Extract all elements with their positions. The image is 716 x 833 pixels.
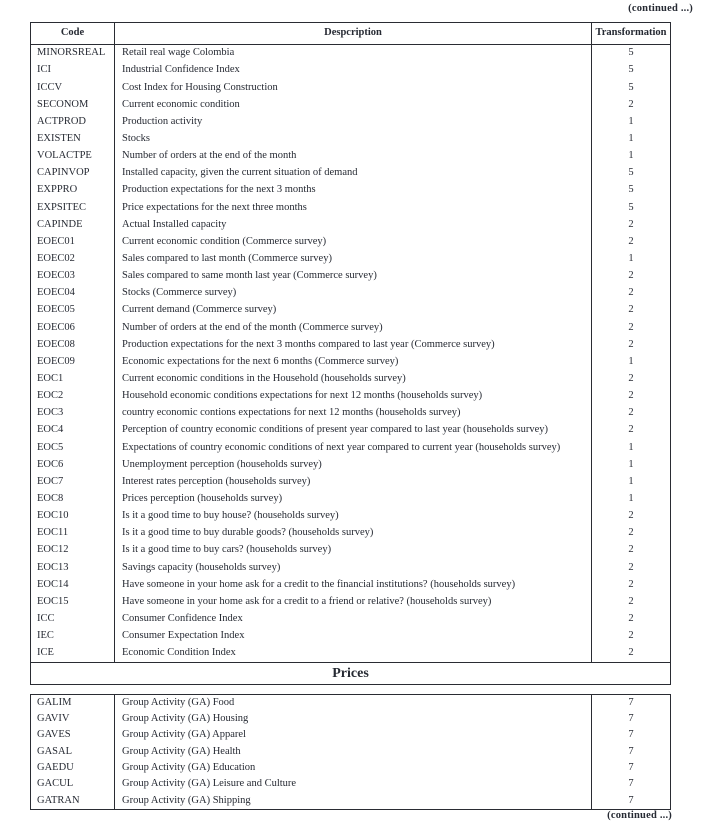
description-cell: Is it a good time to buy durable goods? (households survey) <box>122 527 374 539</box>
table-row <box>31 474 670 491</box>
transformation-cell: 2 <box>591 525 670 542</box>
code-cell: EOC15 <box>31 594 115 611</box>
table-row <box>31 234 670 251</box>
transformation-cell: 1 <box>591 456 670 473</box>
code-cell: EOC7 <box>31 474 115 491</box>
transformation-cell: 2 <box>591 611 670 628</box>
transformation-cell: 1 <box>591 491 670 508</box>
code-cell: EOC4 <box>31 422 115 439</box>
transformation-cell: 2 <box>591 405 670 422</box>
table-row <box>31 268 670 285</box>
transformation-cell: 2 <box>591 388 670 405</box>
table-row <box>31 422 670 439</box>
code-cell: EOEC04 <box>31 285 115 302</box>
table-row <box>31 594 670 611</box>
code-cell: GACUL <box>31 776 115 792</box>
code-cell: SECONOM <box>31 96 115 113</box>
transformation-cell: 1 <box>591 354 670 371</box>
code-cell: GATRAN <box>31 793 115 809</box>
code-cell: EOC10 <box>31 508 115 525</box>
code-cell: EOEC06 <box>31 319 115 336</box>
table-row <box>31 285 670 302</box>
code-cell: EOEC02 <box>31 251 115 268</box>
transformation-cell: 2 <box>591 542 670 559</box>
code-cell: EOC12 <box>31 542 115 559</box>
table-row <box>31 131 670 148</box>
transformation-cell: 2 <box>591 559 670 576</box>
table-row <box>31 216 670 233</box>
table-row <box>31 45 670 62</box>
code-cell: EOEC01 <box>31 234 115 251</box>
description-cell: Group Activity (GA) Health <box>122 745 241 757</box>
table-row <box>31 456 670 473</box>
description-cell: Current economic condition (Commerce survey) <box>122 235 327 247</box>
code-cell: ICE <box>31 645 115 662</box>
code-cell: EOEC03 <box>31 268 115 285</box>
section-header-label: Prices <box>332 666 369 682</box>
code-cell: GAEDU <box>31 760 115 776</box>
transformation-cell: 7 <box>591 793 670 809</box>
transformation-cell: 5 <box>591 79 670 96</box>
table-row <box>31 199 670 216</box>
table-row <box>31 744 670 760</box>
transformation-cell: 1 <box>591 114 670 131</box>
transformation-cell: 1 <box>591 474 670 491</box>
transformation-cell: 2 <box>591 594 670 611</box>
description-cell: Stocks <box>122 133 151 145</box>
table-row <box>31 165 670 182</box>
description-cell: Consumer Expectation Index <box>122 630 245 642</box>
table-row <box>31 182 670 199</box>
code-cell: EOEC09 <box>31 354 115 371</box>
table-body <box>31 45 670 662</box>
description-cell: Production expectations for the next 3 months compared to last year (Commerce survey) <box>122 338 495 350</box>
continued-bottom-label: (continued ...) <box>607 810 672 821</box>
column-header-description: Despcription <box>324 27 382 39</box>
code-cell: IEC <box>31 628 115 645</box>
code-cell: EOC13 <box>31 559 115 576</box>
prices-table-body <box>31 695 670 809</box>
code-cell: ICC <box>31 611 115 628</box>
code-cell: GAVIV <box>31 711 115 727</box>
code-cell: EOC5 <box>31 439 115 456</box>
transformation-cell: 1 <box>591 251 670 268</box>
description-cell: Current economic conditions in the Household (households survey) <box>122 372 406 384</box>
transformation-cell: 7 <box>591 760 670 776</box>
table-row <box>31 302 670 319</box>
transformation-cell: 2 <box>591 319 670 336</box>
table-row <box>31 388 670 405</box>
prices-table <box>30 694 671 810</box>
code-cell: EXPPRO <box>31 182 115 199</box>
transformation-cell: 1 <box>591 148 670 165</box>
table-row <box>31 711 670 727</box>
table-row <box>31 695 670 711</box>
code-cell: EOC8 <box>31 491 115 508</box>
code-cell: GAVES <box>31 728 115 744</box>
code-cell: VOLACTPE <box>31 148 115 165</box>
description-cell: Economic Condition Index <box>122 647 236 659</box>
table-row <box>31 525 670 542</box>
code-cell: GASAL <box>31 744 115 760</box>
table-row <box>31 336 670 353</box>
description-cell: Is it a good time to buy house? (households survey) <box>122 510 339 522</box>
description-cell: Is it a good time to buy cars? (households survey) <box>122 544 332 556</box>
table-row <box>31 491 670 508</box>
transformation-cell: 5 <box>591 62 670 79</box>
code-cell: EOC3 <box>31 405 115 422</box>
code-cell: ICI <box>31 62 115 79</box>
description-cell: Retail real wage Colombia <box>122 47 235 59</box>
description-cell: Have someone in your home ask for a credit to a friend or relative? (households survey) <box>122 595 492 607</box>
transformation-cell: 2 <box>591 234 670 251</box>
table-row <box>31 371 670 388</box>
code-cell: MINORSREAL <box>31 45 115 62</box>
variables-table <box>30 22 671 685</box>
continued-top-label: (continued ...) <box>628 3 693 14</box>
description-cell: Interest rates perception (households survey) <box>122 475 311 487</box>
description-cell: Consumer Confidence Index <box>122 612 243 624</box>
transformation-cell: 5 <box>591 199 670 216</box>
description-cell: Expectations of country economic conditions of next year compared to current year (households survey) <box>122 441 561 453</box>
transformation-cell: 2 <box>591 268 670 285</box>
description-cell: Installed capacity, given the current situation of demand <box>122 167 358 179</box>
table-row <box>31 148 670 165</box>
code-cell: EXISTEN <box>31 131 115 148</box>
description-cell: Production expectations for the next 3 months <box>122 184 316 196</box>
table-header-row <box>31 23 670 45</box>
description-cell: Savings capacity (households survey) <box>122 561 281 573</box>
code-cell: EOC2 <box>31 388 115 405</box>
table-row <box>31 760 670 776</box>
transformation-cell: 2 <box>591 96 670 113</box>
description-cell: Household economic conditions expectations for next 12 months (households survey) <box>122 390 483 402</box>
description-cell: Production activity <box>122 115 203 127</box>
column-header-code: Code <box>31 23 115 44</box>
table-row <box>31 354 670 371</box>
description-cell: Sales compared to last month (Commerce survey) <box>122 253 332 264</box>
transformation-cell: 2 <box>591 628 670 645</box>
description-cell: Price expectations for the next three months <box>122 201 307 213</box>
description-cell: Unemployment perception (households survey) <box>122 458 322 470</box>
transformation-cell: 1 <box>591 439 670 456</box>
transformation-cell: 7 <box>591 744 670 760</box>
column-header-transformation: Transformation <box>591 23 670 44</box>
transformation-cell: 2 <box>591 371 670 388</box>
code-cell: ICCV <box>31 79 115 96</box>
table-row <box>31 62 670 79</box>
code-cell: EOC11 <box>31 525 115 542</box>
code-cell: ACTPROD <box>31 114 115 131</box>
description-cell: Group Activity (GA) Shipping <box>122 794 251 806</box>
description-cell: Number of orders at the end of the month <box>122 150 297 162</box>
transformation-cell: 5 <box>591 182 670 199</box>
description-cell: Current demand (Commerce survey) <box>122 304 277 316</box>
table-row <box>31 542 670 559</box>
transformation-cell: 7 <box>591 728 670 744</box>
table-row <box>31 576 670 593</box>
code-cell: EOEC05 <box>31 302 115 319</box>
table-row <box>31 96 670 113</box>
code-cell: CAPINVOP <box>31 165 115 182</box>
transformation-cell: 7 <box>591 695 670 711</box>
transformation-cell: 5 <box>591 165 670 182</box>
description-cell: Industrial Confidence Index <box>122 64 240 76</box>
code-cell: GALIM <box>31 695 115 711</box>
section-header-prices <box>31 662 670 684</box>
transformation-cell: 7 <box>591 711 670 727</box>
transformation-cell: 7 <box>591 776 670 792</box>
transformation-cell: 1 <box>591 131 670 148</box>
table-row <box>31 439 670 456</box>
code-cell: EOC6 <box>31 456 115 473</box>
description-cell: Current economic condition <box>122 98 240 110</box>
table-row <box>31 319 670 336</box>
transformation-cell: 2 <box>591 422 670 439</box>
code-cell: CAPINDE <box>31 216 115 233</box>
description-cell: Group Activity (GA) Apparel <box>122 729 246 741</box>
table-row <box>31 776 670 792</box>
description-cell: Group Activity (GA) Housing <box>122 713 249 725</box>
table-row <box>31 793 670 809</box>
table-row <box>31 628 670 645</box>
code-cell: EOEC08 <box>31 336 115 353</box>
transformation-cell: 2 <box>591 645 670 662</box>
transformation-cell: 2 <box>591 336 670 353</box>
table-row <box>31 114 670 131</box>
transformation-cell: 2 <box>591 508 670 525</box>
description-cell: Perception of country economic conditions of present year compared to last year (households survey) <box>122 424 548 436</box>
table-row <box>31 79 670 96</box>
description-cell: Sales compared to same month last year (Commerce survey) <box>122 270 377 282</box>
description-cell: Have someone in your home ask for a credit to the financial institutions? (households survey) <box>122 578 516 590</box>
description-cell: Actual Installed capacity <box>122 218 227 230</box>
code-cell: EXPSITEC <box>31 199 115 216</box>
transformation-cell: 2 <box>591 216 670 233</box>
description-cell: Number of orders at the end of the month (Commerce survey) <box>122 321 383 333</box>
transformation-cell: 2 <box>591 302 670 319</box>
table-row <box>31 405 670 422</box>
transformation-cell: 5 <box>591 45 670 62</box>
description-cell: country economic contions expectations for next 12 months (households survey) <box>122 407 461 419</box>
description-cell: Stocks (Commerce survey) <box>122 287 237 299</box>
code-cell: EOC1 <box>31 371 115 388</box>
code-cell: EOC14 <box>31 576 115 593</box>
table-row <box>31 728 670 744</box>
description-cell: Group Activity (GA) Leisure and Culture <box>122 778 297 790</box>
description-cell: Cost Index for Housing Construction <box>122 81 278 93</box>
transformation-cell: 2 <box>591 576 670 593</box>
description-cell: Economic expectations for the next 6 months (Commerce survey) <box>122 355 399 367</box>
table-row <box>31 508 670 525</box>
table-row <box>31 611 670 628</box>
transformation-cell: 2 <box>591 285 670 302</box>
table-row <box>31 645 670 662</box>
table-row <box>31 559 670 576</box>
table-row <box>31 251 670 268</box>
description-cell: Group Activity (GA) Education <box>122 762 256 774</box>
description-cell: Prices perception (households survey) <box>122 492 283 504</box>
description-cell: Group Activity (GA) Food <box>122 696 235 708</box>
